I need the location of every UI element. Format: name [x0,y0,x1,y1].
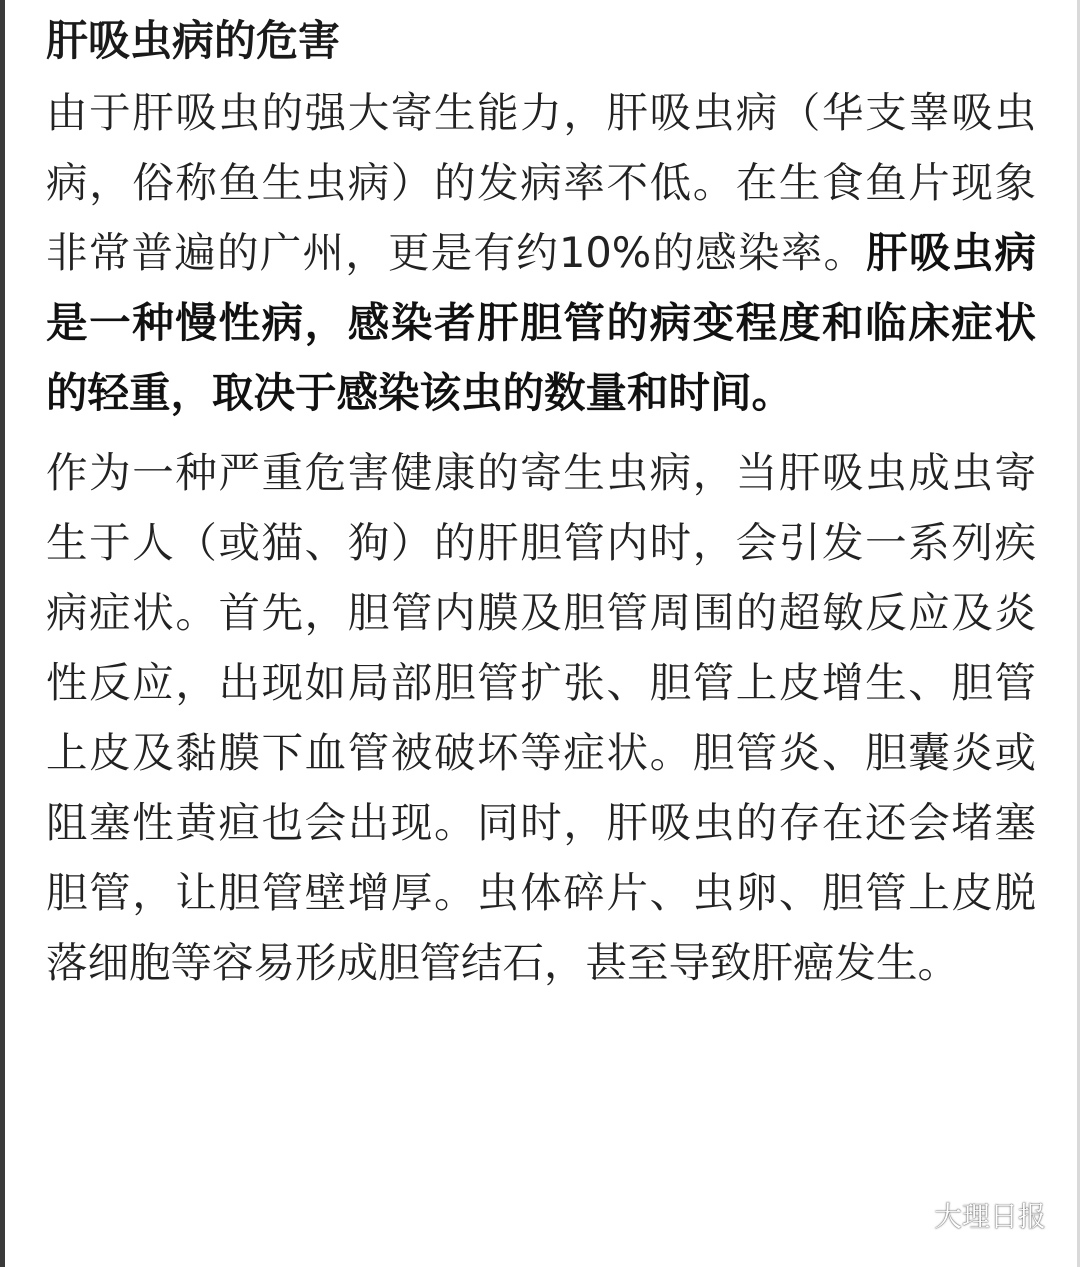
wechat-icon [886,1198,926,1232]
paragraph-1-bold-text: 肝吸虫病是一种慢性病，感染者肝胆管的病变程度和临床症状的轻重，取决于感染该虫的数量和时间。 [46,228,1036,417]
paragraph-1-text: 由于肝吸虫的强大寄生能力，肝吸虫病（华支睾吸虫病，俗称鱼生虫病）的发病率不低。在生食鱼片现象非常普遍的广州，更是有约10%的感染率。 [46,88,1036,277]
watermark-text: 大理日报 [933,1200,1046,1233]
section-heading: 肝吸虫病的危害 [46,16,341,65]
paragraph-1 [46,78,1036,428]
source-watermark [886,1195,1046,1235]
article-body [46,10,1036,998]
paragraph-2: 作为一种严重危害健康的寄生虫病，当肝吸虫成虫寄生于人（或猫、狗）的肝胆管内时，会引发一系列疾病症状。首先，胆管内膜及胆管周围的超敏反应及炎性反应，出现如局部胆管扩张、胆管上皮增生、胆管上皮及黏膜下血管被破坏等症状。胆管炎、胆囊炎或阻塞性黄疸也会出现。同时，肝吸虫的存在还会堵塞胆管，让胆管壁增厚。虫体碎片、虫卵、胆管上皮脱落细胞等容易形成胆管结石，甚至导致肝癌发生。 [46,448,1036,987]
left-edge-border [0,0,5,1267]
